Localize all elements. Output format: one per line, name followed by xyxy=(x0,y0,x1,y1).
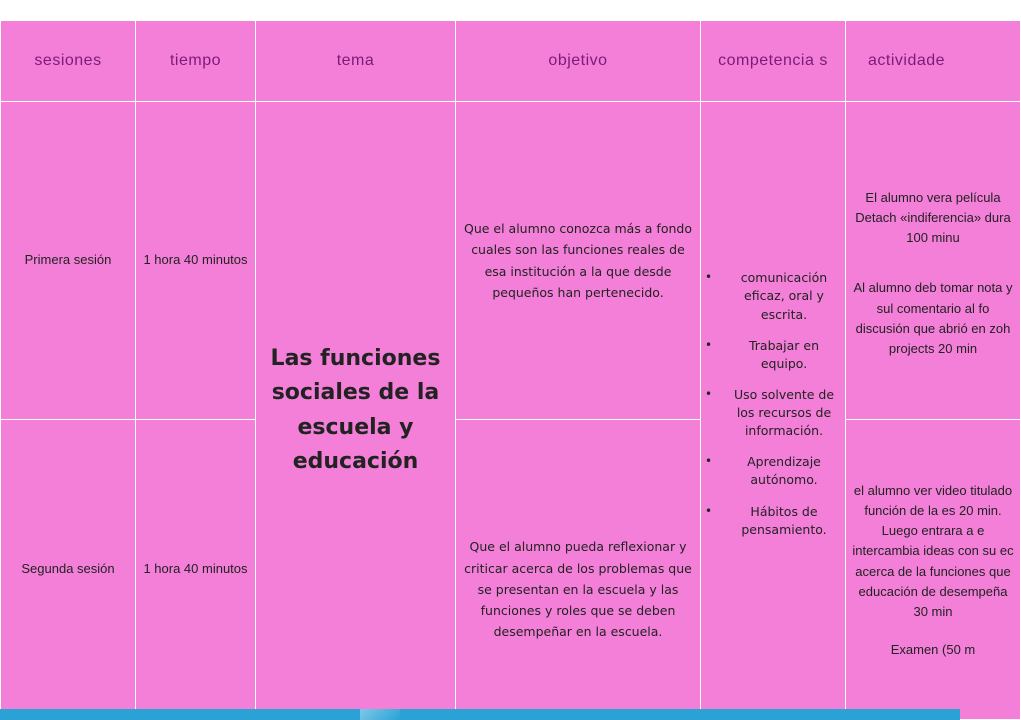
lesson-plan-table xyxy=(0,20,1021,720)
bottom-accent-bar xyxy=(0,709,960,720)
cell-objetivo: Que el alumno pueda reflexionar y criticar acerca de los problemas que se presentan en la escuela y las funciones y roles que se deben desempeñar en la escuela. xyxy=(456,420,701,720)
actividad-text: el alumno ver video titulado función de la es 20 min. Luego entrara a e intercambia ideas con su ec acerca de la funciones que educación de desempeña 30 min xyxy=(852,482,1014,619)
bottom-bar-notch xyxy=(360,709,400,720)
header-competencias: competencia s xyxy=(701,21,846,102)
actividad-text: El alumno vera película Detach «indiferencia» dura 100 minu xyxy=(855,190,1011,246)
actividad-text: Al alumno deb tomar nota y sul comentario al fo discusión que abrió en zoh projects 20 min xyxy=(853,280,1013,356)
header-tiempo: tiempo xyxy=(136,21,256,102)
actividad-text: Examen (50 m xyxy=(890,641,976,657)
list-item: • Aprendizaje autónomo. xyxy=(705,453,841,489)
cell-objetivo: Que el alumno conozca más a fondo cuales son las funciones reales de esa institución a la que desde pequeños han pertenecido. xyxy=(456,102,701,420)
cell-sesion: Segunda sesión xyxy=(1,420,136,720)
header-actividades: actividade xyxy=(846,21,1021,102)
cell-competencias xyxy=(701,102,846,720)
cell-tiempo: 1 hora 40 minutos xyxy=(136,420,256,720)
cell-tiempo: 1 hora 40 minutos xyxy=(136,102,256,420)
competencias-list xyxy=(705,269,841,539)
list-item: • Trabajar en equipo. xyxy=(705,337,841,373)
list-item: • Uso solvente de los recursos de información. xyxy=(705,386,841,440)
table-row-primera-sesion xyxy=(1,102,1021,420)
cell-actividades xyxy=(846,420,1021,720)
table-row-segunda-sesion xyxy=(1,420,1021,720)
list-item: • comunicación eficaz, oral y escrita. xyxy=(705,269,841,323)
cell-tema: Las funciones sociales de la escuela y educación xyxy=(256,102,456,720)
cell-actividades xyxy=(846,102,1021,420)
header-sesiones: sesiones xyxy=(1,21,136,102)
header-objetivo: objetivo xyxy=(456,21,701,102)
cell-sesion: Primera sesión xyxy=(1,102,136,420)
list-item: • Hábitos de pensamiento. xyxy=(705,503,841,539)
header-row xyxy=(1,21,1021,102)
header-tema: tema xyxy=(256,21,456,102)
